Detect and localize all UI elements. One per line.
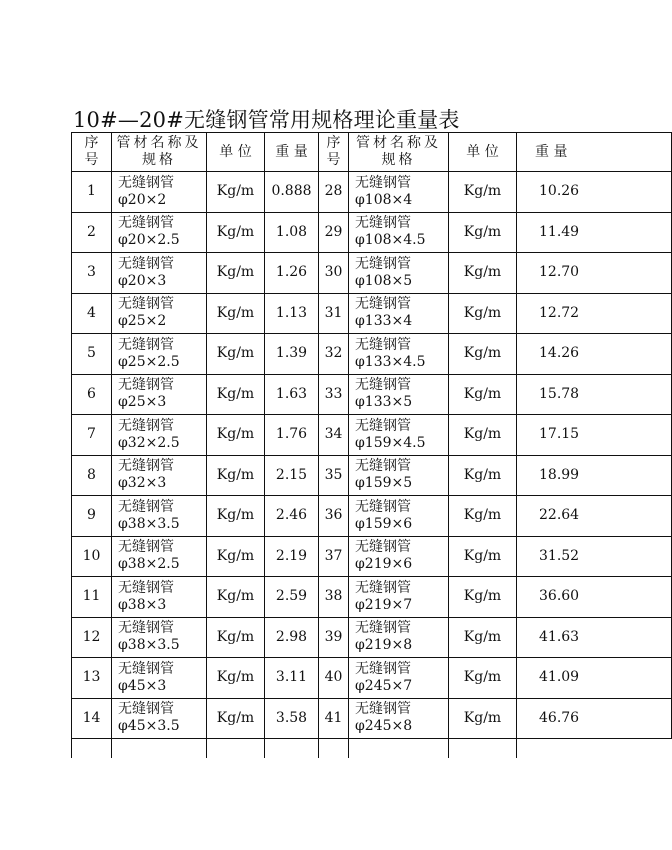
cell-name-2	[349, 334, 449, 375]
cell-seq: 9	[72, 496, 112, 537]
cell-seq: 10	[72, 536, 112, 577]
pipe-spec: φ38×3.5	[118, 637, 180, 654]
col-header-seq-2: 序 号	[319, 133, 349, 172]
pipe-name: 无缝钢管	[118, 174, 174, 191]
pipe-name: 无缝钢管	[355, 296, 411, 313]
pipe-name: 无缝钢管	[355, 458, 411, 475]
cell-weight-2: 17.15	[517, 415, 672, 456]
page-title: 10#—20#无缝钢管常用规格理论重量表	[73, 108, 460, 132]
cell-seq: 8	[72, 455, 112, 496]
cell-name-2	[349, 496, 449, 537]
cell-weight: 2.15	[265, 455, 319, 496]
cell-unit: Kg/m	[207, 334, 265, 375]
cell-weight-2: 15.78	[517, 374, 672, 415]
pipe-name: 无缝钢管	[118, 458, 174, 475]
pipe-spec: φ20×3	[118, 272, 167, 289]
cell-weight: 2.98	[265, 617, 319, 658]
cell-weight-2: 41.63	[517, 617, 672, 658]
cell-unit: Kg/m	[207, 253, 265, 294]
cell-weight: 1.76	[265, 415, 319, 456]
cell-seq: 7	[72, 415, 112, 456]
cell-unit-2: Kg/m	[449, 334, 517, 375]
pipe-spec: φ108×4.5	[355, 232, 426, 249]
pipe-name: 无缝钢管	[355, 620, 411, 637]
cell-seq-2: 30	[319, 253, 349, 294]
cell-name	[112, 253, 207, 294]
col-header-seq: 序 号	[72, 133, 112, 172]
col-header-unit-2: 单 位	[449, 133, 517, 172]
cell-weight: 2.59	[265, 577, 319, 618]
pipe-name: 无缝钢管	[118, 296, 174, 313]
cell-unit: Kg/m	[207, 577, 265, 618]
cell-seq-2: 28	[319, 172, 349, 213]
pipe-name: 无缝钢管	[355, 255, 411, 272]
cell-weight: 2.19	[265, 536, 319, 577]
pipe-spec: φ159×5	[355, 475, 413, 492]
cell-weight: 0.888	[265, 172, 319, 213]
pipe-spec: φ108×4	[355, 191, 413, 208]
table-row	[72, 698, 672, 739]
pipe-spec: φ20×2.5	[118, 232, 180, 249]
cell-seq: 13	[72, 658, 112, 699]
cell-seq: 14	[72, 698, 112, 739]
cell-name	[112, 617, 207, 658]
col-header-name: 管材名称及 规格	[112, 133, 207, 172]
cell-unit: Kg/m	[207, 698, 265, 739]
pipe-name: 无缝钢管	[355, 579, 411, 596]
cell-seq-2: 29	[319, 212, 349, 253]
pipe-name: 无缝钢管	[118, 336, 174, 353]
table-row	[72, 253, 672, 294]
cell-seq-2: 37	[319, 536, 349, 577]
cell-seq-2: 33	[319, 374, 349, 415]
pipe-name: 无缝钢管	[355, 660, 411, 677]
cell-unit: Kg/m	[207, 658, 265, 699]
cell-unit: Kg/m	[207, 617, 265, 658]
pipe-spec: φ108×5	[355, 272, 413, 289]
cell-weight: 1.39	[265, 334, 319, 375]
pipe-spec: φ45×3	[118, 677, 167, 694]
cell-weight-2: 31.52	[517, 536, 672, 577]
cell-weight-2: 18.99	[517, 455, 672, 496]
cell-name-2	[349, 253, 449, 294]
cell-unit-2: Kg/m	[449, 415, 517, 456]
table-row	[72, 172, 672, 213]
pipe-spec: φ159×4.5	[355, 434, 426, 451]
pipe-name: 无缝钢管	[355, 498, 411, 515]
cell-name	[112, 374, 207, 415]
pipe-name: 无缝钢管	[118, 701, 174, 718]
cell-weight-2: 41.09	[517, 658, 672, 699]
cell-name	[112, 172, 207, 213]
table-row	[72, 496, 672, 537]
pipe-spec: φ38×3	[118, 596, 167, 613]
cell-unit: Kg/m	[207, 212, 265, 253]
table-row	[72, 212, 672, 253]
cell-seq-2: 35	[319, 455, 349, 496]
weight-table	[71, 132, 672, 739]
pipe-spec: φ159×6	[355, 515, 413, 532]
pipe-name: 无缝钢管	[118, 255, 174, 272]
cell-unit-2: Kg/m	[449, 172, 517, 213]
cell-unit-2: Kg/m	[449, 253, 517, 294]
continuation-lines	[71, 738, 531, 758]
cell-unit-2: Kg/m	[449, 698, 517, 739]
cell-name-2	[349, 577, 449, 618]
cell-name	[112, 536, 207, 577]
col-header-unit: 单 位	[207, 133, 265, 172]
cell-unit: Kg/m	[207, 455, 265, 496]
cell-unit-2: Kg/m	[449, 536, 517, 577]
cell-seq: 4	[72, 293, 112, 334]
cell-weight: 2.46	[265, 496, 319, 537]
cell-weight: 1.13	[265, 293, 319, 334]
pipe-spec: φ20×2	[118, 191, 167, 208]
cell-unit: Kg/m	[207, 374, 265, 415]
cell-weight-2: 12.70	[517, 253, 672, 294]
cell-weight-2: 11.49	[517, 212, 672, 253]
pipe-name: 无缝钢管	[355, 417, 411, 434]
cell-seq-2: 31	[319, 293, 349, 334]
cell-name	[112, 496, 207, 537]
table-row	[72, 617, 672, 658]
cell-seq-2: 38	[319, 577, 349, 618]
cell-weight-2: 22.64	[517, 496, 672, 537]
pipe-name: 无缝钢管	[118, 498, 174, 515]
cell-weight: 3.11	[265, 658, 319, 699]
cell-name-2	[349, 658, 449, 699]
pipe-spec: φ25×2	[118, 313, 167, 330]
pipe-name: 无缝钢管	[355, 174, 411, 191]
cell-name-2	[349, 415, 449, 456]
pipe-spec: φ32×2.5	[118, 434, 180, 451]
cell-unit-2: Kg/m	[449, 617, 517, 658]
pipe-name: 无缝钢管	[118, 539, 174, 556]
cell-unit: Kg/m	[207, 415, 265, 456]
cell-weight: 1.63	[265, 374, 319, 415]
cell-weight: 3.58	[265, 698, 319, 739]
cell-seq: 12	[72, 617, 112, 658]
header-row	[72, 133, 672, 172]
pipe-name: 无缝钢管	[355, 377, 411, 394]
cell-seq-2: 41	[319, 698, 349, 739]
cell-unit: Kg/m	[207, 496, 265, 537]
cell-name	[112, 577, 207, 618]
cell-name	[112, 698, 207, 739]
pipe-spec: φ45×3.5	[118, 718, 180, 735]
pipe-spec: φ25×3	[118, 394, 167, 411]
table-row	[72, 415, 672, 456]
cell-unit-2: Kg/m	[449, 658, 517, 699]
pipe-name: 无缝钢管	[118, 215, 174, 232]
pipe-name: 无缝钢管	[118, 620, 174, 637]
cell-unit-2: Kg/m	[449, 293, 517, 334]
cell-weight-2: 14.26	[517, 334, 672, 375]
cell-name	[112, 415, 207, 456]
pipe-spec: φ25×2.5	[118, 353, 180, 370]
cell-name-2	[349, 212, 449, 253]
pipe-spec: φ32×3	[118, 475, 167, 492]
cell-weight: 1.08	[265, 212, 319, 253]
cell-name-2	[349, 617, 449, 658]
cell-seq-2: 40	[319, 658, 349, 699]
cell-unit: Kg/m	[207, 172, 265, 213]
cell-seq-2: 32	[319, 334, 349, 375]
cell-weight-2: 10.26	[517, 172, 672, 213]
pipe-spec: φ219×7	[355, 596, 413, 613]
table-row	[72, 536, 672, 577]
pipe-spec: φ38×2.5	[118, 556, 180, 573]
pipe-name: 无缝钢管	[118, 660, 174, 677]
cell-name-2	[349, 698, 449, 739]
pipe-name: 无缝钢管	[355, 215, 411, 232]
cell-unit-2: Kg/m	[449, 577, 517, 618]
cell-seq: 2	[72, 212, 112, 253]
cell-weight: 1.26	[265, 253, 319, 294]
cell-name	[112, 293, 207, 334]
pipe-name: 无缝钢管	[355, 336, 411, 353]
pipe-spec: φ133×4.5	[355, 353, 426, 370]
cell-unit-2: Kg/m	[449, 212, 517, 253]
cell-seq-2: 34	[319, 415, 349, 456]
weight-table-container	[71, 132, 580, 850]
pipe-name: 无缝钢管	[355, 539, 411, 556]
table-row	[72, 334, 672, 375]
table-row	[72, 455, 672, 496]
pipe-spec: φ219×6	[355, 556, 413, 573]
cell-name-2	[349, 536, 449, 577]
pipe-spec: φ38×3.5	[118, 515, 180, 532]
cell-weight-2: 36.60	[517, 577, 672, 618]
cell-unit: Kg/m	[207, 293, 265, 334]
cell-seq: 5	[72, 334, 112, 375]
pipe-spec: φ219×8	[355, 637, 413, 654]
cell-unit-2: Kg/m	[449, 374, 517, 415]
cell-unit-2: Kg/m	[449, 496, 517, 537]
cell-name	[112, 658, 207, 699]
cell-unit: Kg/m	[207, 536, 265, 577]
table-row	[72, 577, 672, 618]
col-header-weight: 重 量	[265, 133, 319, 172]
pipe-spec: φ245×7	[355, 677, 413, 694]
cell-seq: 1	[72, 172, 112, 213]
cell-name-2	[349, 172, 449, 213]
cell-name	[112, 455, 207, 496]
cell-seq-2: 39	[319, 617, 349, 658]
col-header-name-2: 管材名称及 规格	[349, 133, 449, 172]
cell-name	[112, 334, 207, 375]
pipe-spec: φ245×8	[355, 718, 413, 735]
pipe-spec: φ133×4	[355, 313, 413, 330]
cell-seq: 6	[72, 374, 112, 415]
cell-weight-2: 12.72	[517, 293, 672, 334]
cell-name-2	[349, 374, 449, 415]
cell-seq: 11	[72, 577, 112, 618]
pipe-spec: φ133×5	[355, 394, 413, 411]
cell-name	[112, 212, 207, 253]
pipe-name: 无缝钢管	[118, 417, 174, 434]
table-row	[72, 374, 672, 415]
cell-seq-2: 36	[319, 496, 349, 537]
cell-name-2	[349, 293, 449, 334]
pipe-name: 无缝钢管	[118, 579, 174, 596]
col-header-weight-2: 重 量	[517, 133, 672, 172]
table-row	[72, 293, 672, 334]
pipe-name: 无缝钢管	[355, 701, 411, 718]
cell-weight-2: 46.76	[517, 698, 672, 739]
table-row	[72, 658, 672, 699]
table-continuation	[71, 738, 531, 758]
cell-unit-2: Kg/m	[449, 455, 517, 496]
cell-seq: 3	[72, 253, 112, 294]
pipe-name: 无缝钢管	[118, 377, 174, 394]
cell-name-2	[349, 455, 449, 496]
